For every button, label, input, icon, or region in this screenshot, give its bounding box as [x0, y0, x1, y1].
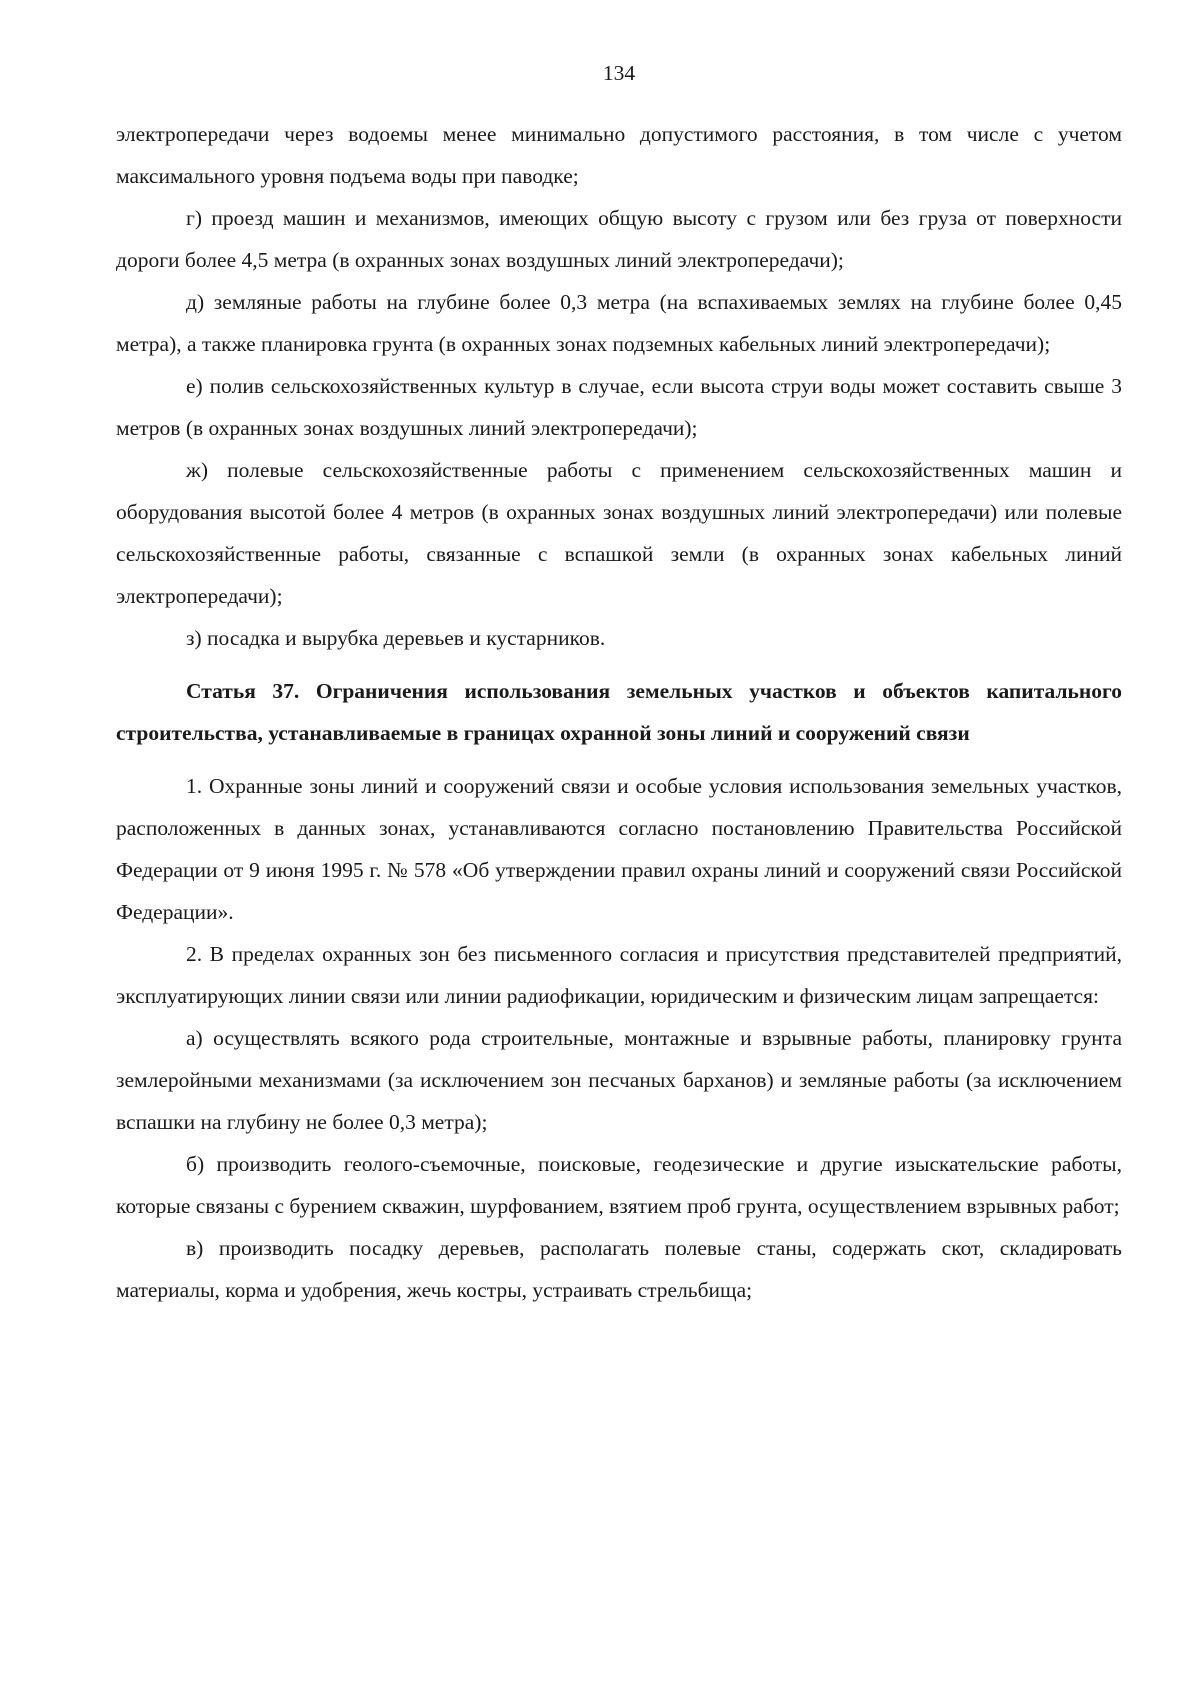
article-37-clause-2: 2. В пределах охранных зон без письменного согласия и присутствия представителей предприятий, эксплуатирующих линии связи или линии радиофикации, юридическим и физическим лицам запрещается: [116, 942, 1122, 1008]
list-item-d: д) земляные работы на глубине более 0,3 метра (на вспахиваемых землях на глубине более 0,45 метра), а также планировка грунта (в охранных зонах подземных кабельных линий электропередачи); [116, 290, 1122, 356]
paragraph-continuation: электропередачи через водоемы менее минимально допустимого расстояния, в том числе с учетом максимального уровня подъема воды при паводке; [116, 122, 1122, 188]
clause-2-item-b: б) производить геолого-съемочные, поисковые, геодезические и другие изыскательские работы, которые связаны с бурением скважин, шурфованием, взятием проб грунта, осуществлением взрывных работ; [116, 1152, 1122, 1218]
list-item-z: з) посадка и вырубка деревьев и кустарников. [186, 626, 606, 650]
article-37-clause-1: 1. Охранные зоны линий и сооружений связи и особые условия использования земельных участков, расположенных в данных зонах, устанавливаются согласно постановлению Правительства Российской Федерации от 9 июня 1995 г. № 578 «Об утверждении правил охраны линий и сооружений связи Российской Федерации». [116, 774, 1122, 924]
list-item-g: г) проезд машин и механизмов, имеющих общую высоту с грузом или без груза от поверхности дороги более 4,5 метра (в охранных зонах воздушных линий электропередачи); [116, 206, 1122, 272]
page-number: 134 [602, 61, 636, 85]
list-item-zh: ж) полевые сельскохозяйственные работы с применением сельскохозяйственных машин и оборудования высотой более 4 метров (в охранных зонах воздушных линий электропередачи) или полевые сельскохозяйственные работы, связанные с вспашкой земли (в охранных зонах кабельных линий электропередачи); [116, 458, 1122, 608]
article-37-heading: Статья 37. Ограничения использования земельных участков и объектов капитального строительства, устанавливаемые в границах охранной зоны линий и сооружений связи [116, 679, 1122, 745]
list-item-e: е) полив сельскохозяйственных культур в случае, если высота струи воды может составить свыше 3 метров (в охранных зонах воздушных линий электропередачи); [116, 374, 1122, 440]
clause-2-item-v: в) производить посадку деревьев, располагать полевые станы, содержать скот, складировать материалы, корма и удобрения, жечь костры, устраивать стрельбища; [116, 1236, 1122, 1302]
clause-2-item-a: а) осуществлять всякого рода строительные, монтажные и взрывные работы, планировку грунта землеройными механизмами (за исключением зон песчаных барханов) и земляные работы (за исключением вспашки на глубину не более 0,3 метра); [116, 1026, 1122, 1134]
document-body [116, 113, 1122, 1311]
